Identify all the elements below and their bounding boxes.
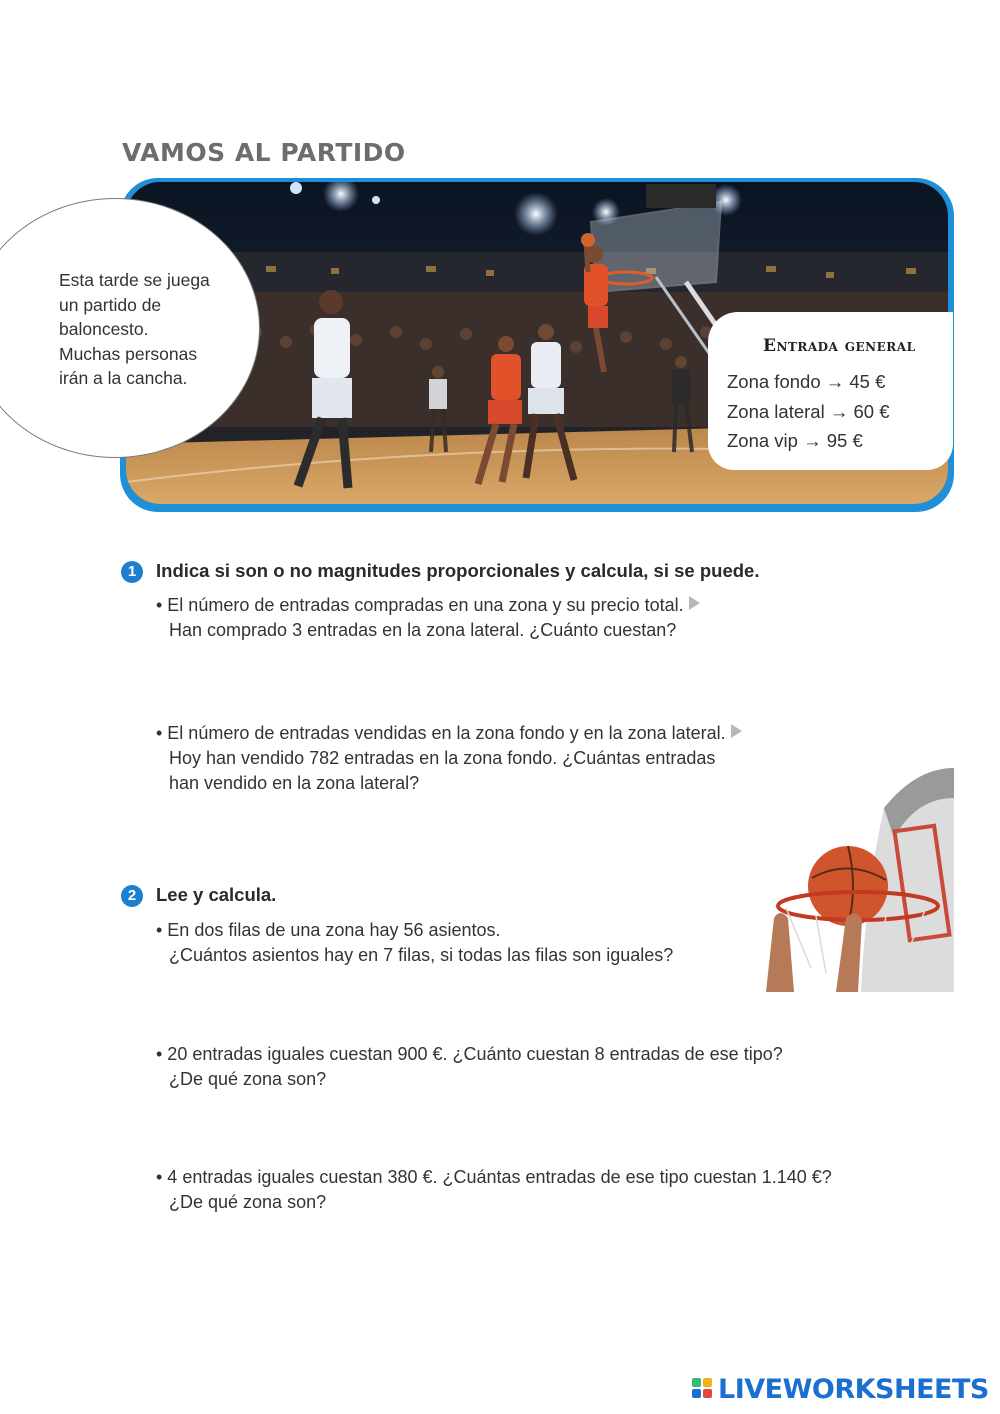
item-text: Hoy han vendido 782 entradas en la zona fondo. ¿Cuántas entradas [169, 748, 716, 768]
item-text: • El número de entradas vendidas en la zona fondo y en la zona lateral. [156, 723, 726, 743]
exercise-title: Lee y calcula. [156, 884, 277, 905]
item-text: han vendido en la zona lateral? [169, 773, 420, 793]
intro-line: un partido de [59, 294, 162, 315]
item-text: • 20 entradas iguales cuestan 900 €. ¿Cuánto cuestan 8 entradas de ese tipo? [156, 1044, 783, 1064]
item-text: • El número de entradas compradas en una zona y su precio total. [156, 595, 684, 615]
item-text: • 4 entradas iguales cuestan 380 €. ¿Cuántas entradas de ese tipo cuestan 1.140 €? [156, 1167, 832, 1187]
play-arrow-icon[interactable] [731, 724, 742, 738]
footer-brand [692, 1374, 989, 1405]
brand-name: LIVEWORKSHEETS [718, 1374, 989, 1405]
intro-line: irán a la cancha. [59, 368, 188, 388]
intro-line: baloncesto. [59, 319, 149, 339]
exercise-item [156, 721, 742, 796]
exercise-number-badge: 1 [121, 561, 143, 583]
basketball-hoop-photo [766, 768, 954, 992]
intro-text [59, 268, 229, 391]
price-row: Zona fondo → 45 € [727, 371, 886, 392]
exercise-item [156, 593, 700, 643]
intro-line: Muchas personas [59, 343, 198, 364]
page-title: VAMOS AL PARTIDO [122, 138, 406, 167]
item-text: ¿Cuántos asientos hay en 7 filas, si todas las filas son iguales? [169, 945, 674, 965]
intro-line: Esta tarde se juega [59, 270, 210, 290]
ticket-price-heading: Entrada general [763, 336, 916, 356]
price-row: Zona vip → 95 € [727, 430, 863, 451]
item-text: • En dos filas de una zona hay 56 asientos. [156, 920, 501, 940]
exercise-number-badge: 2 [121, 885, 143, 907]
exercise-item [156, 1165, 832, 1215]
exercise-item [156, 1042, 783, 1092]
exercise-title: Indica si son o no magnitudes proporcionales y calcula, si se puede. [156, 560, 760, 581]
item-text: ¿De qué zona son? [169, 1069, 327, 1089]
play-arrow-icon[interactable] [689, 596, 700, 610]
price-row: Zona lateral → 60 € [727, 400, 890, 422]
item-text: ¿De qué zona son? [169, 1192, 327, 1212]
exercise-item [156, 918, 673, 968]
item-text: Han comprado 3 entradas en la zona lateral. ¿Cuánto cuestan? [169, 620, 677, 640]
ticket-price-list [727, 367, 889, 456]
liveworksheets-logo-icon [692, 1378, 714, 1402]
